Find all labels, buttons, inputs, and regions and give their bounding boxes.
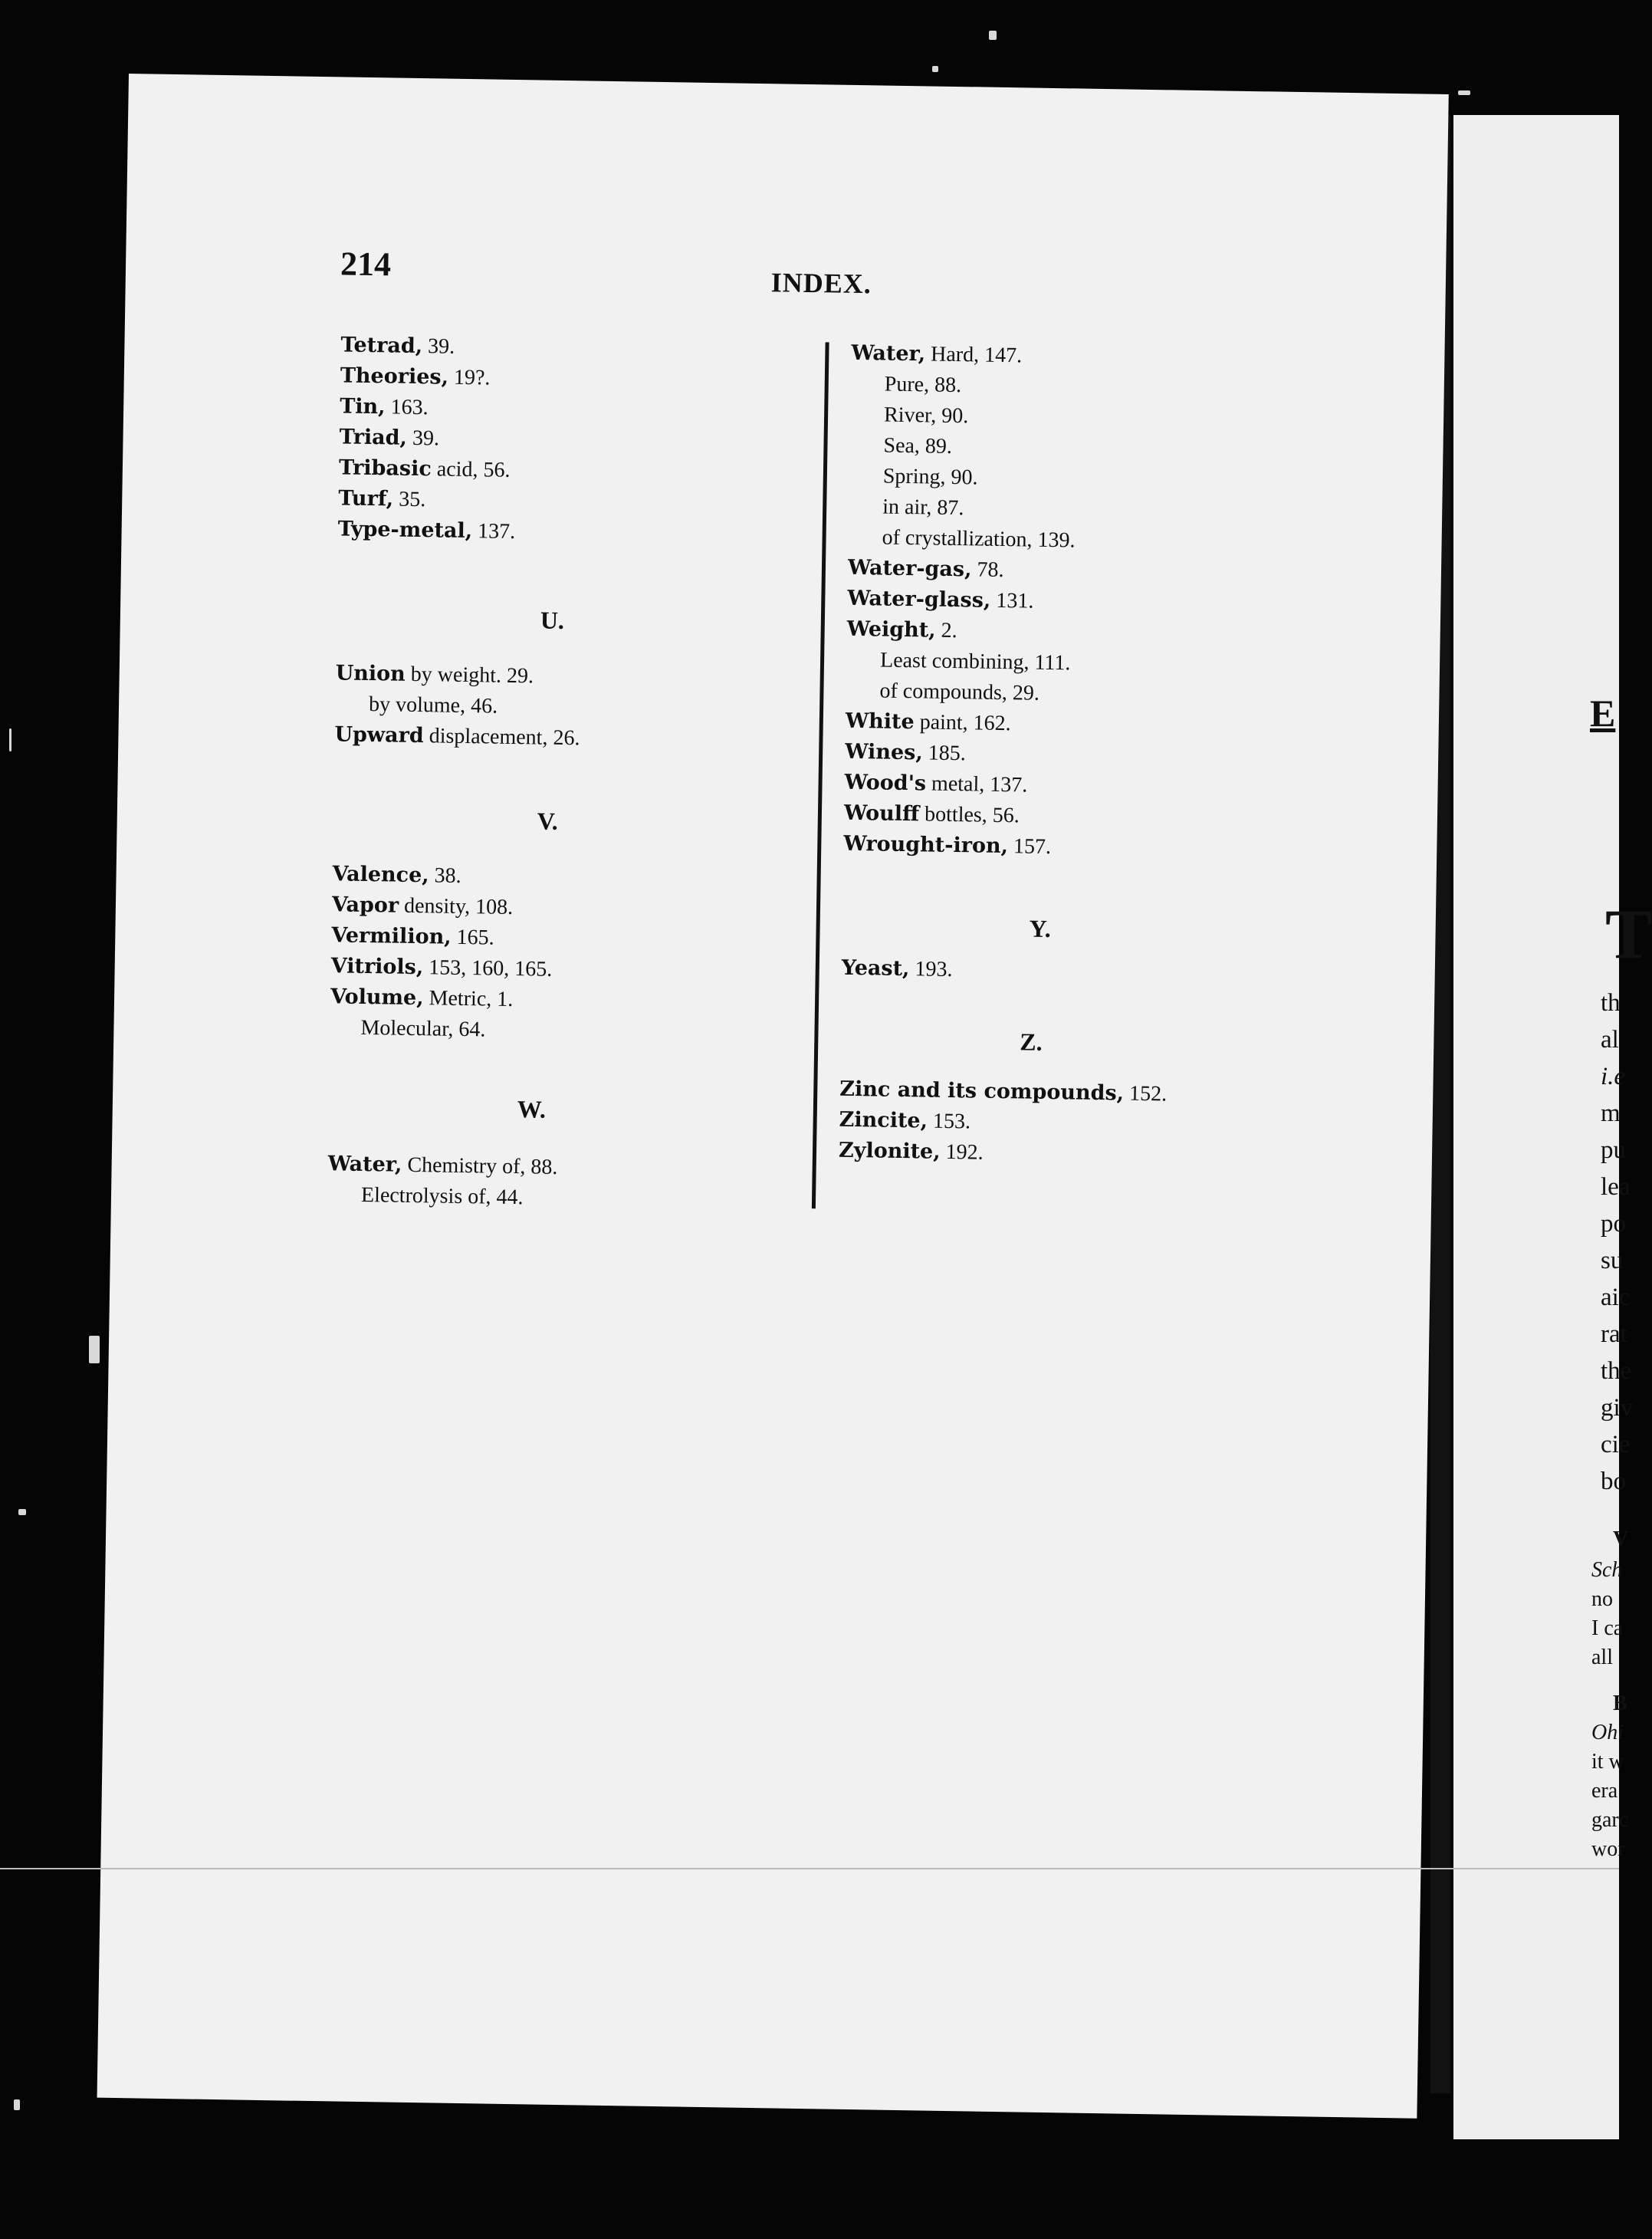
index-entry: Woulff bottles, 56. [843, 801, 1020, 828]
facing-fragment: cie [1601, 1431, 1631, 1458]
index-subentry: Sea, 89. [883, 433, 953, 459]
facing-fragment: pu [1601, 1136, 1626, 1164]
section-letter: Z. [1020, 1027, 1043, 1056]
index-entry: Tribasic acid, 56. [338, 455, 511, 482]
facing-fragment: i.e [1601, 1063, 1626, 1090]
index-subentry: Least combining, 111. [879, 648, 1071, 676]
section-letter: Y. [1029, 914, 1052, 943]
index-subentry: of crystallization, 139. [882, 525, 1076, 553]
facing-fragment: I ca [1591, 1616, 1624, 1640]
facing-fragment: era [1591, 1779, 1618, 1803]
facing-fragment: giv [1601, 1394, 1634, 1422]
index-subentry: Molecular, 64. [360, 1015, 486, 1042]
facing-fragment: po [1601, 1210, 1626, 1238]
index-page [97, 74, 1449, 2119]
index-entry: Turf, 35. [338, 486, 426, 512]
index-entry: Zincite, 153. [839, 1107, 971, 1134]
index-subentry: in air, 87. [882, 495, 964, 521]
index-entry: Union by weight. 29. [335, 661, 534, 689]
index-entry: Water, Hard, 147. [851, 340, 1023, 368]
facing-fragment: no [1591, 1587, 1613, 1611]
index-entry: Volume, Metric, 1. [330, 985, 514, 1012]
index-entry: Water-glass, 131. [847, 586, 1034, 613]
column-rule [812, 342, 829, 1208]
index-entry: Vitriols, 153, 160, 165. [330, 954, 553, 981]
index-entry: Vermilion, 165. [331, 923, 494, 950]
index-entry: Triad, 39. [339, 425, 440, 451]
index-entry: Wrought-iron, 157. [843, 831, 1052, 860]
facing-fragment: T [1605, 895, 1652, 973]
facing-page-text [1463, 115, 1652, 2139]
scan-speck [89, 1336, 100, 1363]
index-entry: Upward displacement, 26. [334, 722, 580, 751]
facing-fragment: bo [1601, 1468, 1626, 1495]
facing-fragment: garc [1591, 1808, 1629, 1832]
facing-page [1453, 115, 1652, 2139]
facing-fragment: m [1601, 1100, 1621, 1127]
index-entry: White paint, 162. [845, 709, 1011, 736]
index-entry: Weight, 2. [846, 616, 957, 643]
page-number: 214 [340, 245, 392, 284]
facing-fragment: su [1601, 1247, 1624, 1274]
facing-fragment: the [1601, 1357, 1632, 1385]
facing-fragment: B [1613, 1692, 1627, 1715]
scan-speck [932, 66, 938, 72]
facing-fragment: Ohi [1591, 1721, 1624, 1744]
facing-fragment: th [1601, 989, 1621, 1017]
facing-fragment: rat [1601, 1320, 1627, 1348]
facing-fragment: Sch [1591, 1558, 1623, 1582]
section-letter: W. [517, 1095, 547, 1123]
section-letter: V. [537, 807, 559, 835]
scan-speck [18, 1509, 26, 1515]
index-entry: Yeast, 193. [841, 955, 953, 982]
index-subentry: Pure, 88. [884, 372, 962, 398]
index-entry: Tin, 163. [339, 394, 429, 420]
index-entry: Valence, 38. [332, 862, 461, 888]
scan-artifact-line [0, 1868, 1619, 1869]
facing-fragment: E [1590, 692, 1616, 735]
scan-speck [989, 31, 997, 40]
index-entry: Theories, 19?. [340, 363, 491, 390]
index-entry: Zinc and its compounds, 152. [839, 1077, 1168, 1106]
index-entry: Water-gas, 78. [847, 555, 1004, 583]
facing-fragment: wor [1591, 1837, 1625, 1861]
section-letter: U. [540, 606, 565, 635]
index-entry: Tetrad, 39. [340, 333, 455, 359]
facing-fragment: aic [1601, 1284, 1631, 1311]
index-entry: Vapor density, 108. [331, 893, 514, 920]
facing-fragment: lea [1601, 1173, 1631, 1201]
index-subentry: of compounds, 29. [879, 679, 1040, 705]
facing-fragment: all [1591, 1646, 1613, 1669]
running-head: INDEX. [770, 267, 872, 300]
facing-fragment: al [1601, 1026, 1619, 1054]
scan-speck [14, 2099, 20, 2110]
facing-fragment: V [1613, 1527, 1629, 1551]
index-subentry: River, 90. [883, 403, 969, 429]
scan-speck [1458, 90, 1470, 95]
index-entry: Water, Chemistry of, 88. [327, 1152, 558, 1179]
index-entry: Zylonite, 192. [838, 1138, 984, 1165]
scan-speck [9, 728, 11, 751]
index-subentry: Electrolysis of, 44. [360, 1182, 524, 1210]
facing-fragment: it w [1591, 1750, 1624, 1774]
index-subentry: by volume, 46. [368, 692, 498, 718]
index-entry: Wood's metal, 137. [844, 770, 1028, 797]
index-subentry: Spring, 90. [882, 464, 978, 490]
index-entry: Type-metal, 137. [337, 517, 516, 544]
index-entry: Wines, 185. [844, 739, 966, 766]
